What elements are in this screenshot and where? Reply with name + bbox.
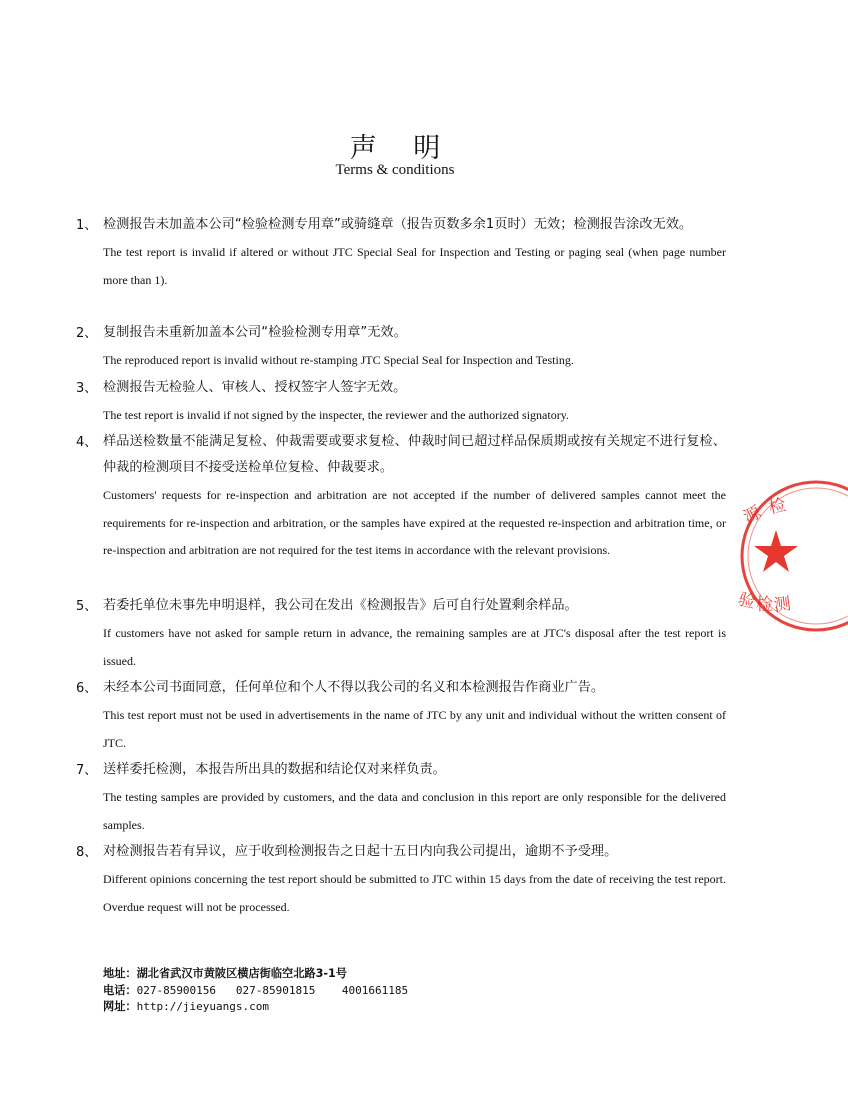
clause-text-cn: 复制报告未重新加盖本公司“检验检测专用章”无效。 [103,325,407,340]
title-english: Terms & conditions [335,162,455,178]
title-chinese: 声 明 [349,133,455,164]
clause-text-en: The reproduced report is invalid without re-stamping JTC Special Seal for Inspection and Testing. [103,353,574,367]
clause-text-cn: 未经本公司书面同意，任何单位和个人不得以我公司的名义和本检测报告作商业广告。 [103,680,605,695]
clause-number: 6、 [76,681,98,696]
clause-text-en: The test report is invalid if altered or without JTC Special Seal for Inspection and Testing or paging seal (when page number more than 1). [103,245,726,287]
company-contact [103,966,408,1016]
svg-text:验: 验 [736,589,758,613]
clause-4 [76,429,726,565]
clause-number: 4、 [76,435,98,450]
svg-text:源: 源 [740,502,765,529]
address-row [103,966,408,983]
company-seal-stamp [738,478,848,638]
clause-text-en: The testing samples are provided by customers, and the data and conclusion in this report are only responsible for the delivered samples. [103,790,726,832]
clause-number: 7、 [76,763,98,778]
seal-star-icon [754,530,798,572]
clause-number: 5、 [76,599,98,614]
clause-text-cn: 检测报告未加盖本公司“检验检测专用章”或骑缝章（报告页数多余1页时）无效；检测报告涂改无效。 [103,217,693,232]
clause-6 [76,675,726,757]
clause-number: 3、 [76,381,98,396]
phone-row [103,983,408,1000]
address-label: 地址： [103,967,137,980]
website-label: 网址： [103,1000,137,1013]
clause-text-en: Customers' requests for re-inspection and arbitration are not accepted if the number of delivered samples cannot meet the requirements for re-inspection and arbitration, or the samples have expired at the requested re-inspection and arbitration time, or re-inspection and arbitration are not required for the test items in accordance with the relevant provisions. [103,488,726,557]
clause-text-cn: 对检测报告若有异议，应于收到检测报告之日起十五日内向我公司提出，逾期不予受理。 [103,844,618,859]
clause-1 [76,212,726,294]
clause-text-cn: 若委托单位未事先申明退样，我公司在发出《检测报告》后可自行处置剩余样品。 [103,598,578,613]
clause-8 [76,839,726,921]
phone-numbers: 027-85900156 027-85901815 4001661185 [136,983,409,997]
svg-text:检: 检 [766,495,788,519]
phone-label: 电话： [103,983,137,997]
clause-text-cn: 检测报告无检验人、审核人、授权签字人签字无效。 [103,380,407,395]
clause-text-cn: 送样委托检测，本报告所出具的数据和结论仅对来样负责。 [103,762,446,777]
clause-text-cn: 样品送检数量不能满足复检、仲裁需要或要求复检、仲裁时间已超过样品保质期或按有关规定不进行复检、仲裁的检测项目不接受送检单位复检、仲裁要求。 [103,434,726,475]
clause-number: 1、 [76,218,98,233]
clause-text-en: The test report is invalid if not signed by the inspecter, the reviewer and the authorized signatory. [103,408,569,422]
clause-text-en: If customers have not asked for sample return in advance, the remaining samples are at JTC's disposal after the test report is issued. [103,626,726,668]
clause-7 [76,757,726,839]
clause-number: 8、 [76,845,98,860]
svg-text:检: 检 [756,595,773,615]
clause-number: 2、 [76,326,98,341]
website-row [103,999,408,1016]
clause-5 [76,593,726,675]
clause-3 [76,375,726,430]
website-link[interactable]: http://jieyuangs.com [136,1000,270,1013]
svg-text:测: 测 [772,593,793,617]
address-value: 湖北省武汉市黄陂区横店街临空北路3-1号 [136,967,347,980]
clause-2 [76,320,726,375]
clause-text-en: Different opinions concerning the test report should be submitted to JTC within 15 days from the date of receiving the test report. Overdue request will not be processed. [103,872,726,914]
clause-text-en: This test report must not be used in advertisements in the name of JTC by any unit and individual without the written consent of JTC. [103,708,726,750]
